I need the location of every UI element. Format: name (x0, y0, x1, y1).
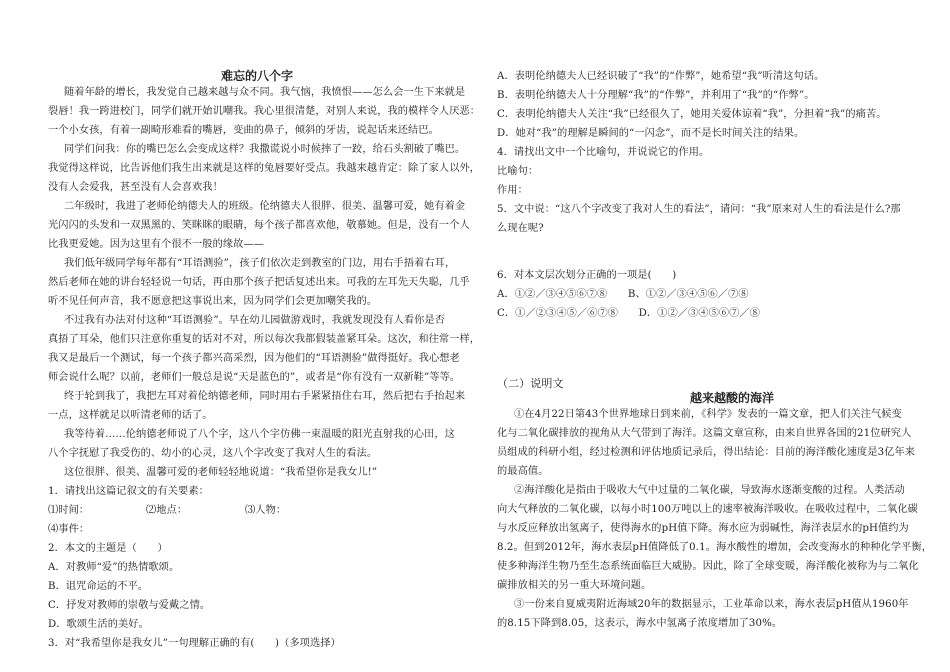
left-text-line: 终于轮到我了，我把左耳对着伦纳德老师，同时用右手紧紧捂住右耳，然后把右手抬起来 (64, 391, 466, 402)
right-text-line: D．她对“我”的理解是瞬间的“一闪念”，而不是长时间关注的结果。 (497, 128, 805, 139)
left-text-line: 我等待着……伦纳德老师说了八个字，这八个字仿佛一束温暖的阳光直射我的心田，这 (64, 429, 455, 440)
left-text-line: ⑶人物： (245, 505, 287, 516)
left-text-line: 我觉得这样说，比告诉他们我生出来就是这样的兔唇要好受点。我越来越肯定：除了家人以外， (48, 163, 481, 174)
right-text-line: 化与二氧化碳排放的视角从大气带到了海洋。这篇文章宣称，由来自世界各国的21位研究人 (497, 428, 912, 439)
left-text-line: A．对教师“爱”的热情歌颂。 (48, 562, 180, 573)
left-text-line: 裂唇！我一跨进校门，同学们就开始讥嘲我。我心里很清楚，对别人来说，我的模样令人厌恶： (48, 106, 481, 117)
left-text-line: 不过我有办法对付这种“耳语测验”。早在幼儿园做游戏时，我就发现没有人看你是否 (64, 315, 445, 326)
left-text-line: B．诅咒命运的不平。 (48, 581, 149, 592)
right-text-line: 与水反应释放出氢离子，使得海水的pH值下降。海水应为弱碱性，海洋表层水的pH值约为 (497, 523, 909, 534)
right-text-line: C．表明伦纳德夫人关注“我”已经很久了，她用关爱体谅着“我”，分担着“我”的痛苦。 (497, 109, 887, 120)
left-text-line: 然后老师在她的讲台轻轻说一句话，再由那个孩子把话复述出来。可我的左耳先天失聪，几乎 (48, 277, 470, 288)
right-text-line: C．①／②③④⑤／⑥⑦⑧ D．①②／③④⑤⑥⑦／⑧ (497, 308, 761, 319)
left-text-line: ⑷事件： (48, 524, 90, 535)
left-text-line: 八个字抚慰了我受伤的、幼小的心灵，这八个字改变了我对人生的看法。 (48, 448, 378, 459)
right-text-line: 8.2。但到2012年，海水表层pH值降低了0.1。海水酸性的增加，会改变海水的种种化学平衡， (497, 542, 932, 553)
article-title: 难忘的八个字 (220, 69, 293, 83)
left-text-line: 真捂了耳朵，他们只注意你重复的话对不对，所以每次我都假装盖紧耳朵。这次，和往常一样， (48, 334, 481, 345)
right-text-line: 使多种海洋生物乃至生态系统面临巨大威胁。因此，除了全球变暖，海洋酸化被称为与二氧化 (497, 561, 919, 572)
left-text-line: 同学们问我：你的嘴巴怎么会变成这样？我撒谎说小时候摔了一跤，给石头割破了嘴巴。 (64, 144, 466, 155)
left-text-line: 光闪闪的头发和一双黑黑的、笑眯眯的眼睛，每个孩子都喜欢他，敬慕她。但是，没有一个人 (48, 220, 470, 231)
right-text-line: 的最高值。 (497, 466, 549, 477)
left-text-line: 比我更爱她。因为这里有个很不一般的缘故—— (48, 239, 265, 250)
right-text-line: A．①②／③④⑤⑥⑦⑧ B、①②／③④⑤⑥／⑦⑧ (497, 289, 749, 300)
right-text-line: 向大气释放的二氧化碳，以每小时100万吨以上的速率被海洋吸收。在吸收过程中，二氧化碳 (497, 504, 918, 515)
left-text-line: 一个小女孩，有着一副畸形难看的嘴唇，变曲的鼻子，倾斜的牙齿，说起话来还结巴。 (48, 125, 439, 136)
left-text-line: C．抒发对教师的崇敬与爱戴之情。 (48, 600, 211, 611)
right-text-line: 员组成的科研小组，经过检测和评估地质记录后，得出结论：目前的海洋酸化速度是3亿年来 (497, 447, 916, 458)
right-text-line: ③一份来自夏威夷附近海域20年的数据显示，工业革命以来，海水表层pH值从1960年 (514, 599, 909, 610)
left-text-line: 一点，这样就足以听清老师的话了。 (48, 410, 213, 421)
right-text-line: 碳排放相关的另一重大环境问题。 (497, 580, 652, 591)
right-text-line: ②海洋酸化是指由于吸收大气中过量的二氧化碳，导致海水逐渐变酸的过程。人类活动 (514, 485, 905, 496)
left-text-line: 3．对“我希望你是我女儿”一句理解正确的有( )（多项选择） (48, 638, 341, 649)
left-text-line: 二年级时，我进了老师伦纳德夫人的班级。伦纳德夫人很胖、很美、温馨可爱，她有着金 (64, 201, 466, 212)
right-text-line: 么现在呢? (497, 223, 544, 234)
right-text-line: 作用： (497, 185, 528, 196)
left-text-line: ⑵地点： (146, 505, 188, 516)
left-text-line: 没有人会爱我，甚至没有人会喜欢我！ (48, 182, 223, 193)
left-text-line: ⑴时间： (48, 505, 90, 516)
left-text-line: 2．本文的主题是（ ） (48, 543, 168, 554)
right-text-line: 比喻句： (497, 166, 539, 177)
right-text-line: 的8.15下降到8.05，这表示，海水中氢离子浓度增加了30%。 (497, 618, 783, 629)
right-text-line: 6．对本文层次划分正确的一项是( ) (497, 270, 677, 281)
left-text-line: 这位很胖、很美、温馨可爱的老师轻轻地说道：“我希望你是我女儿!” (64, 467, 378, 478)
left-text-line: 随着年龄的增长，我发觉自己越来越与众不同。我气恼，我愤恨——怎么会一生下来就是 (64, 87, 466, 98)
left-text-line: 1．请找出这篇记叙文的有关要素： (48, 486, 209, 497)
left-text-line: 我们低年级同学每年都有“耳语测验”，孩子们依次走到教室的门边，用右手捂着右耳， (64, 258, 456, 269)
left-text-line: 师会说什么呢？以前，老师们一般总是说“天是蓝色的”，或者是“你有没有一双新鞋”等等。 (48, 372, 461, 383)
left-text-line: D．歌颂生活的美好。 (48, 619, 149, 630)
right-text-line: ①在4月22日第43个世界地球日到来前，《科学》发表的一篇文章，把人们关注气候变 (514, 409, 902, 420)
right-text-line: 5．文中说：“这八个字改变了我对人生的看法”，请问：“我”原来对人生的看法是什么?那 (497, 204, 901, 215)
right-text-line: B．表明伦纳德夫人十分理解“我”的“作弊”，并利用了“我”的“作弊”。 (497, 90, 815, 101)
left-text-line: 我又是最后一个测试，每一个孩子都兴高采烈，因为他们的“耳语测验”做得挺好。我心想老 (48, 353, 460, 364)
section-heading: （二）说明文 (497, 377, 564, 390)
left-text-line: 听不见任何声音，我不愿意把这事说出来，因为同学们会更加嘲笑我的。 (48, 296, 378, 307)
right-text-line: 4．请找出文中一个比喻句，并说说它的作用。 (497, 147, 710, 158)
expository-title: 越来越酸的海洋 (689, 391, 774, 405)
right-text-line: A．表明伦纳德夫人已经识破了“我”的“作弊”，她希望“我”听清这句话。 (497, 71, 825, 82)
